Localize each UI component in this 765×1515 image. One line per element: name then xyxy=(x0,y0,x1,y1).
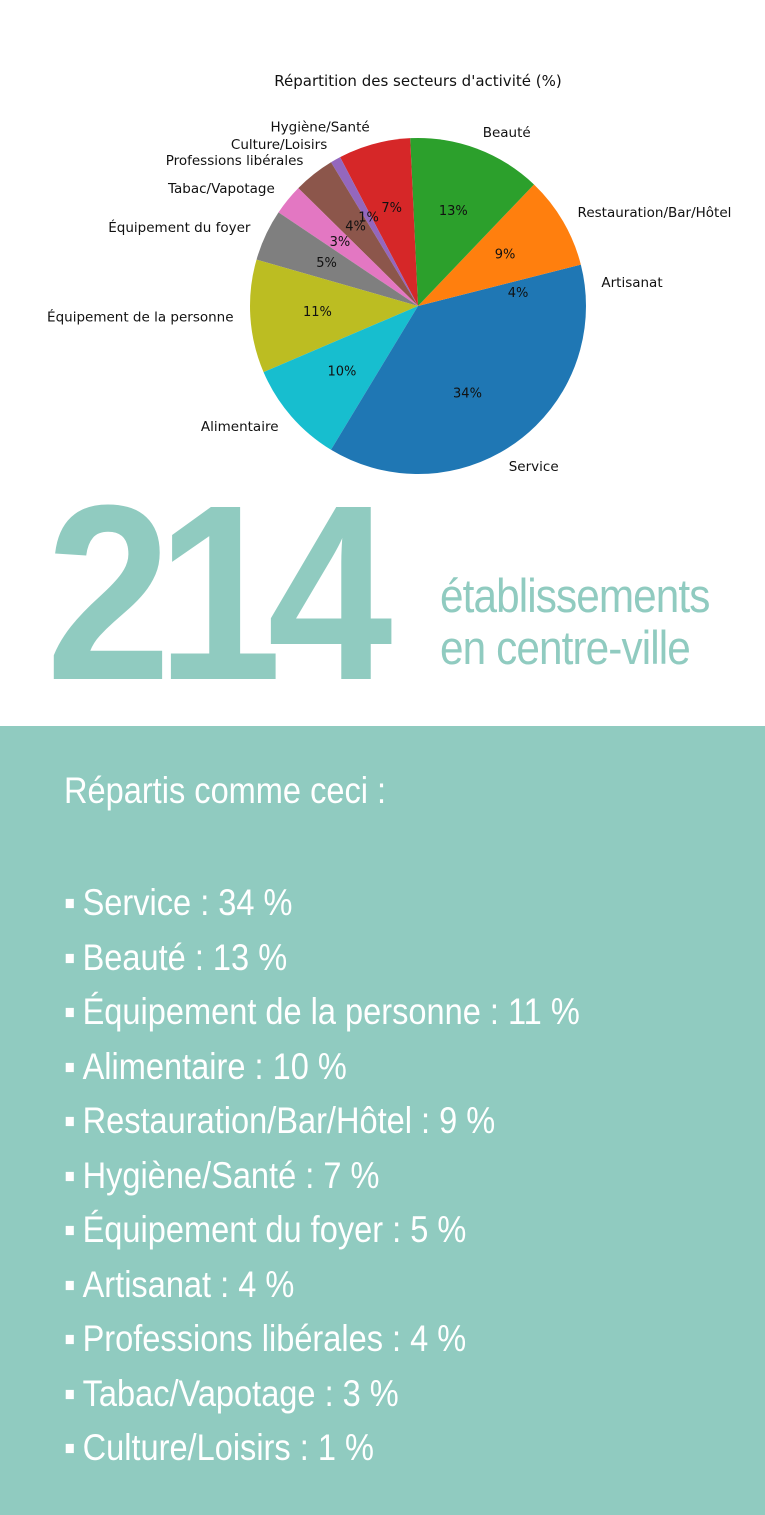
hero-caption-line-2: en centre-ville xyxy=(440,621,690,674)
pie-label-alimentaire: Alimentaire xyxy=(200,419,279,436)
breakdown-item: ▪ Professions libérales : 4 % xyxy=(64,1318,467,1359)
bullet-icon: ▪ xyxy=(64,1209,76,1250)
pie-label-restauration-bar-hotel: Restauration/Bar/Hôtel xyxy=(577,204,732,221)
breakdown-list xyxy=(64,876,650,1476)
pie-label-hygiene-sante: Hygiène/Santé xyxy=(270,119,370,136)
pie-percent-professions-liberales: 4% xyxy=(345,219,366,235)
bullet-icon: ▪ xyxy=(64,882,76,923)
bullet-icon: ▪ xyxy=(64,1263,76,1305)
breakdown-intro: Répartis comme ceci : xyxy=(64,770,387,811)
pie-percent-service: 34% xyxy=(453,386,482,402)
pie-chart xyxy=(0,0,765,490)
bullet-icon: ▪ xyxy=(64,1318,76,1359)
pie-percent-culture-loisirs: 1% xyxy=(358,210,379,226)
breakdown-item: ▪ Tabac/Vapotage : 3 % xyxy=(64,1372,399,1414)
establishments-count: 214 xyxy=(46,490,379,726)
bullet-icon: ▪ xyxy=(64,936,76,978)
hero-section xyxy=(0,490,765,726)
pie-percent-alimentaire: 10% xyxy=(327,364,357,380)
pie-percent-equipement-de-la-personne: 11% xyxy=(302,304,332,320)
bullet-icon: ▪ xyxy=(64,1372,76,1414)
bullet-icon: ▪ xyxy=(64,1154,76,1196)
pie-percent-hygiene-sante: 7% xyxy=(381,201,402,217)
pie-chart-svg xyxy=(0,0,765,490)
breakdown-item: ▪ Service : 34 % xyxy=(64,882,293,923)
hero-caption-line-1: établissements xyxy=(440,569,710,622)
pie-label-artisanat: Artisanat xyxy=(601,275,663,292)
breakdown-item: ▪ Artisanat : 4 % xyxy=(64,1263,295,1305)
bullet-icon: ▪ xyxy=(64,1045,76,1087)
pie-percent-restauration-bar-hotel: 9% xyxy=(494,247,516,263)
pie-percent-tabac-vapotage: 3% xyxy=(329,234,351,250)
pie-percent-equipement-du-foyer: 5% xyxy=(316,255,337,271)
pie-slices xyxy=(250,138,586,474)
pie-label-culture-loisirs: Culture/Loisirs xyxy=(230,137,328,154)
bullet-icon: ▪ xyxy=(64,991,76,1032)
pie-percent-artisanat: 4% xyxy=(507,285,529,301)
pie-label-service: Service xyxy=(508,458,559,475)
bullet-icon: ▪ xyxy=(64,1427,76,1468)
breakdown-item: ▪ Restauration/Bar/Hôtel : 9 % xyxy=(64,1100,496,1141)
pie-label-equipement-de-la-personne: Équipement de la personne xyxy=(47,309,234,326)
breakdown-item: ▪ Beauté : 13 % xyxy=(64,936,288,978)
pie-label-tabac-vapotage: Tabac/Vapotage xyxy=(167,181,275,198)
breakdown-item: ▪ Équipement du foyer : 5 % xyxy=(64,1209,467,1250)
pie-percent-beaute: 13% xyxy=(438,204,468,220)
breakdown-item: ▪ Culture/Loisirs : 1 % xyxy=(64,1427,374,1468)
bullet-icon: ▪ xyxy=(64,1100,76,1141)
pie-label-professions-liberales: Professions libérales xyxy=(165,153,304,170)
breakdown-panel xyxy=(0,726,765,1515)
hero-caption xyxy=(440,570,740,674)
pie-label-beaute: Beauté xyxy=(482,124,531,141)
pie-label-equipement-du-foyer: Équipement du foyer xyxy=(108,220,251,237)
chart-title: Répartition des secteurs d'activité (%) xyxy=(274,72,562,90)
breakdown-item: ▪ Équipement de la personne : 11 % xyxy=(64,991,580,1032)
breakdown-item: ▪ Hygiène/Santé : 7 % xyxy=(64,1154,380,1196)
breakdown-item: ▪ Alimentaire : 10 % xyxy=(64,1045,347,1087)
